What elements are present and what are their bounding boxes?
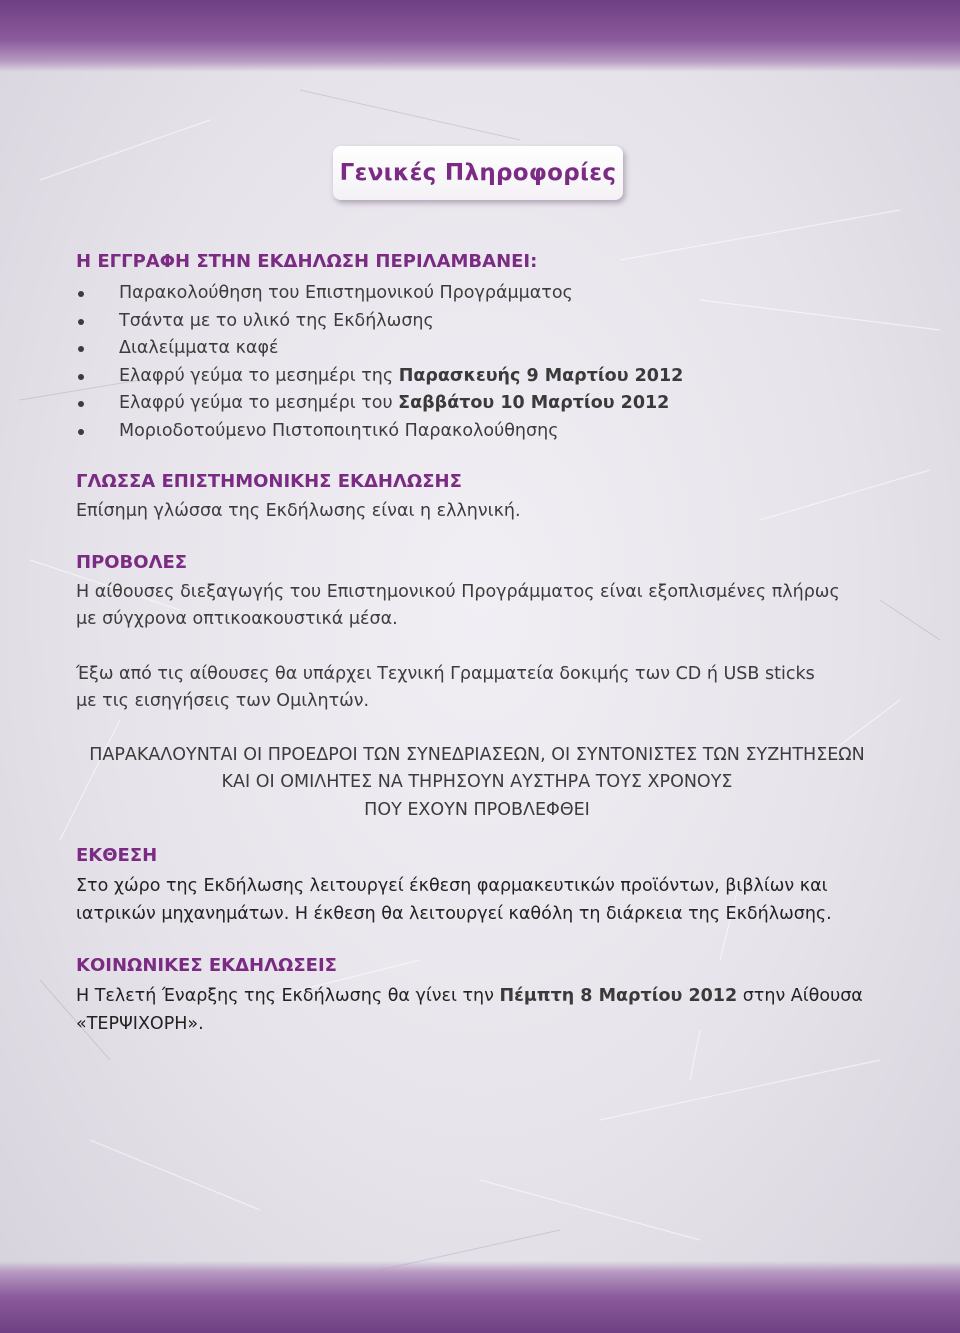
exhibition-text <box>76 873 886 928</box>
exhibition-heading: ΕΚΘΕΣΗ <box>76 845 158 866</box>
social-venue: «ΤΕΡΨΙΧΟΡΗ». <box>76 1013 204 1034</box>
time-notice <box>68 742 886 825</box>
social-text-pre: Η Τελετή Έναρξης της Εκδήλωσης θα γίνει την <box>76 986 500 1006</box>
list-item <box>76 390 886 418</box>
bullet-icon <box>78 291 84 297</box>
projections-para2-line1: Έξω από τις αίθουσες θα υπάρχει Τεχνική Γραμματεία δοκιμής των CD ή USB sticks <box>76 663 815 684</box>
bullet-icon <box>78 346 84 352</box>
exhibition-line1: Στο χώρο της Εκδήλωσης λειτουργεί έκθεση φαρμακευτικών προϊόντων, βιβλίων και <box>76 876 828 896</box>
list-item <box>76 363 886 391</box>
list-item-text: Ελαφρύ γεύμα το μεσημέρι του <box>119 393 399 413</box>
social-heading: ΚΟΙΝΩΝΙΚΕΣ ΕΚΔΗΛΩΣΕΙΣ <box>76 955 337 976</box>
notice-line1: ΠΑΡΑΚΑΛΟΥΝΤΑΙ ΟΙ ΠΡΟΕΔΡΟΙ ΤΩΝ ΣΥΝΕΔΡΙΑΣΕΩΝ, ΟΙ ΣΥΝΤΟΝΙΣΤΕΣ ΤΩΝ ΣΥΖΗΤΗΣΕΩΝ <box>89 744 865 765</box>
list-item <box>76 335 886 363</box>
list-item-text: Ελαφρύ γεύμα το μεσημέρι της <box>119 365 399 386</box>
bullet-icon <box>78 401 84 407</box>
projections-para2 <box>76 661 886 716</box>
content <box>76 250 886 1038</box>
bottom-purple-band <box>0 1261 960 1333</box>
notice-line3: ΠΟΥ ΕΧΟΥΝ ΠΡΟΒΛΕΦΘΕΙ <box>364 799 590 820</box>
projections-para1-line2: με σύγχρονα οπτικοακουστικά μέσα. <box>76 609 398 629</box>
list-item-text: Μοριοδοτούμενο Πιστοποιητικό Παρακολούθησης <box>119 420 559 441</box>
list-item <box>76 418 886 446</box>
list-item-date: Σαββάτου 10 Μαρτίου 2012 <box>398 393 670 413</box>
list-item <box>76 308 886 336</box>
bullet-icon <box>78 374 84 380</box>
list-item-text: Παρακολούθηση του Επιστημονικού Προγράμματος <box>119 283 573 303</box>
registration-heading: Η ΕΓΓΡΑΦΗ ΣΤΗΝ ΕΚΔΗΛΩΣΗ ΠΕΡΙΛΑΜΒΑΝΕΙ: <box>76 251 538 272</box>
title-box <box>333 146 623 200</box>
social-date: Πέμπτη 8 Μαρτίου 2012 <box>499 986 738 1006</box>
language-heading: ΓΛΩΣΣΑ ΕΠΙΣΤΗΜΟΝΙΚΗΣ ΕΚΔΗΛΩΣΗΣ <box>76 471 462 492</box>
projections-para1-line1: Η αίθουσες διεξαγωγής του Επιστημονικού Προγράμματος είναι εξοπλισμένες πλήρως <box>76 581 840 602</box>
projections-para2-line2: με τις εισηγήσεις των Ομιλητών. <box>76 691 370 711</box>
registration-list <box>76 280 886 445</box>
social-text-post: στην Αίθουσα <box>737 986 863 1006</box>
list-item-text: Διαλείμματα καφέ <box>119 338 279 358</box>
language-text: Επίσημη γλώσσα της Εκδήλωσης είναι η ελληνική. <box>76 501 521 521</box>
exhibition-line2: ιατρικών μηχανημάτων. Η έκθεση θα λειτουργεί καθόλη τη διάρκεια της Εκδήλωσης. <box>76 903 832 924</box>
list-item <box>76 280 886 308</box>
bullet-icon <box>78 429 84 435</box>
notice-line2: ΚΑΙ ΟΙ ΟΜΙΛΗΤΕΣ ΝΑ ΤΗΡΗΣΟΥΝ ΑΥΣΤΗΡΑ ΤΟΥΣ ΧΡΟΝΟΥΣ <box>221 772 733 792</box>
list-item-date: Παρασκευής 9 Μαρτίου 2012 <box>398 365 684 386</box>
list-item-text: Τσάντα με το υλικό της Εκδήλωσης <box>119 310 434 331</box>
page-title: Γενικές Πληροφορίες <box>339 160 617 186</box>
projections-para1 <box>76 579 886 634</box>
social-text <box>76 983 886 1038</box>
bullet-icon <box>78 319 84 325</box>
top-purple-band <box>0 0 960 72</box>
projections-heading: ΠΡΟΒΟΛΕΣ <box>76 551 188 573</box>
